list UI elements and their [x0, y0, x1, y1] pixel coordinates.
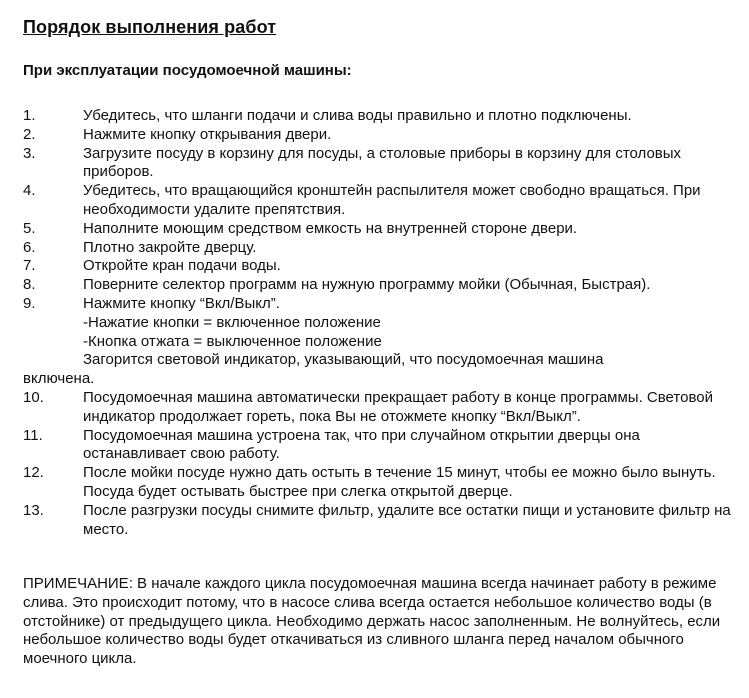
- step-text-block: [23, 294, 738, 389]
- step-item: [23, 295, 738, 389]
- step-item: [23, 257, 738, 276]
- step-text: Нажмите кнопку “Вкл/Выкл”.: [83, 294, 280, 312]
- step-number: 13.: [23, 501, 44, 519]
- step-text: Откройте кран подачи воды.: [83, 257, 281, 275]
- step-item: [23, 427, 738, 465]
- step-number: 5.: [23, 219, 36, 237]
- step-item: [23, 239, 738, 258]
- step-item: [23, 182, 738, 220]
- step-text: Посудомоечная машина автоматически прекращает работу в конце программы. Световой индикатор продолжает гореть, пока Вы не отожмете кнопку “Вкл/Выкл”.: [83, 388, 713, 425]
- step-item: [23, 389, 738, 427]
- step-number: 12.: [23, 464, 44, 482]
- step-item: [23, 464, 738, 502]
- step-text: Плотно закройте дверцу.: [83, 238, 257, 256]
- steps-list: [23, 107, 738, 539]
- document-subtitle: При эксплуатации посудомоечной машины:: [23, 62, 352, 79]
- step-text: После мойки посуде нужно дать остыть в течение 15 минут, чтобы ее можно было вынуть. Посуда будет остывать быстрее при слегка открытой дверце.: [83, 464, 716, 500]
- step-item: [23, 107, 738, 126]
- step-text: Загрузите посуду в корзину для посуды, а столовые приборы в корзину для столовых приборов.: [83, 144, 682, 181]
- step-item: [23, 276, 738, 295]
- step-item: [23, 126, 738, 145]
- step-text: Наполните моющим средством емкость на внутренней стороне двери.: [83, 219, 578, 237]
- step-text: Убедитесь, что вращающийся кронштейн распылителя может свободно вращаться. При необходимости удалите препятствия.: [83, 182, 701, 218]
- step-number: 2.: [23, 125, 36, 143]
- step-text: Нажмите кнопку открывания двери.: [83, 125, 332, 143]
- step-number: 7.: [23, 257, 36, 275]
- document-title: Порядок выполнения работ: [23, 17, 277, 37]
- step-subline: -Нажатие кнопки = включенное положение: [83, 313, 381, 331]
- step-item: [23, 220, 738, 239]
- note-paragraph: ПРИМЕЧАНИЕ: В начале каждого цикла посудомоечная машина всегда начинает работу в режиме слива. Это происходит потому, что в насосе слива всегда остается небольшое количество воды (в отстойнике) от предыдущего цикла. Необходимо держать насос заполненным. Не волнуйтесь, если небольшое количество воды будет откачиваться из сливного шланга перед началом обычного моечного цикла.: [23, 575, 721, 668]
- step-number: 8.: [23, 276, 36, 294]
- step-number: 10.: [23, 388, 44, 406]
- step-number: 4.: [23, 182, 36, 200]
- step-subline: -Кнопка отжата = выключенное положение: [83, 332, 382, 350]
- step-continuation: включена.: [23, 370, 95, 388]
- step-item: [23, 502, 738, 540]
- step-text: После разгрузки посуды снимите фильтр, удалите все остатки пищи и установите фильтр на место.: [83, 501, 731, 538]
- step-number: 3.: [23, 144, 36, 162]
- step-number: 11.: [23, 426, 43, 444]
- step-text: Посудомоечная машина устроена так, что при случайном открытии дверцы она останавливает свою работу.: [83, 426, 640, 463]
- step-text: Убедитесь, что шланги подачи и слива воды правильно и плотно подключены.: [83, 107, 632, 124]
- step-text: Поверните селектор программ на нужную программу мойки (Обычная, Быстрая).: [83, 276, 651, 294]
- step-item: [23, 145, 738, 183]
- step-number: 6.: [23, 238, 36, 256]
- step-number: 9.: [23, 294, 36, 312]
- step-subline: Загорится световой индикатор, указывающий, что посудомоечная машина: [83, 351, 604, 369]
- step-number: 1.: [23, 107, 36, 124]
